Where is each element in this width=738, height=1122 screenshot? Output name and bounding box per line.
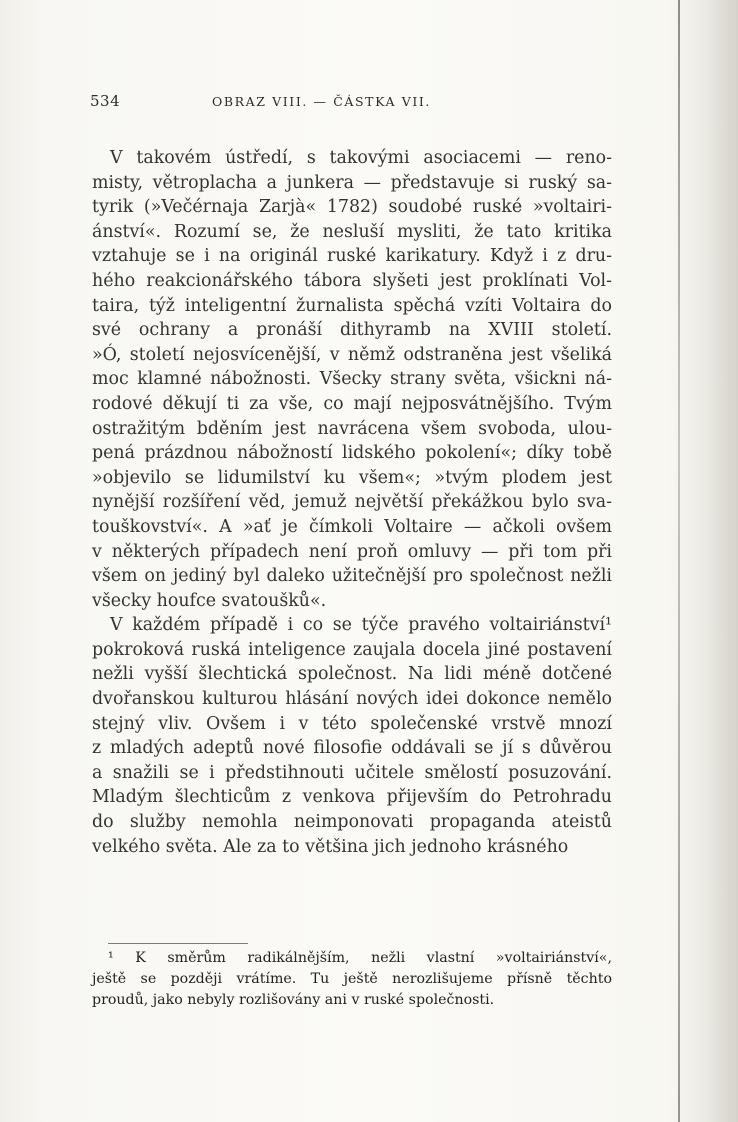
text-line: všem on jediný byl daleko užitečnější pro společnost nežli: [92, 566, 612, 587]
text-line: do služby nemohla neimponovati propaganda ateistů: [92, 812, 612, 833]
text-line: touškovství«. A »ať je čímkoli Voltaire — ačkoli ovšem: [92, 516, 612, 537]
footnote: [92, 948, 612, 1011]
text-line: pokroková ruská inteligence zaujala docela jiné postavení: [92, 639, 612, 660]
text-line: tyrik (»Večérnaja Zarjà« 1782) soudobé ruské »voltairi-: [92, 197, 612, 218]
page-number: 534: [90, 92, 121, 110]
text-line: ánství«. Rozumí se, že nesluší mysliti, že tato kritika: [92, 221, 612, 242]
text-line: Mladým šlechticům z venkova přijevším do Petrohradu: [92, 787, 612, 808]
text-line: hého reakcionářského tábora slyšeti jest proklínati Vol-: [92, 270, 612, 291]
text-line: všecky houfce svatoušků«.: [92, 590, 327, 611]
text-line: rodové děkují ti za vše, co mají nejposvátnějšího. Tvým: [92, 393, 612, 414]
text-line: z mladých adeptů nové filosofie oddávali se jí s důvěrou: [92, 738, 612, 759]
text-line: stejný vliv. Ovšem i v této společenské vrstvě mnozí: [92, 713, 612, 734]
running-head: OBRAZ VIII. — ČÁSTKA VII.: [212, 94, 431, 109]
text-line: dvořanskou kulturou hlásání nových idei dokonce nemělo: [92, 689, 612, 710]
text-line: »objevilo se lidumilství ku všem«; »tvým plodem jest: [92, 467, 612, 488]
footnote-line: proudů, jako nebyly rozlišovány ani v ruské společnosti.: [92, 992, 495, 1008]
text-line: ostražitým bděním jest navrácena všem svoboda, ulou-: [92, 418, 612, 439]
body-text: [92, 146, 612, 859]
text-line: v některých případech není proň omluvy — při tom při: [92, 541, 612, 562]
text-line: V každém případě i co se týče pravého voltairiánství¹: [110, 615, 612, 636]
footnote-line: ¹ K směrům radikálnějším, nežli vlastní »voltairiánství«,: [108, 950, 612, 966]
text-line: velkého světa. Ale za to většina jich jednoho krásného: [92, 836, 569, 857]
text-line: V takovém ústředí, s takovými asociacemi — reno-: [110, 148, 612, 168]
page-header: [90, 92, 610, 116]
text-line: nynější rozšíření věd, jemuž největší překážkou bylo sva-: [92, 492, 612, 513]
footnote-line: ještě se později vrátíme. Tu ještě nerozlišujeme přísně těchto: [92, 971, 612, 987]
footnote-rule: [108, 943, 248, 944]
text-line: misty, větroplacha a junkera — představuje si ruský sa-: [92, 172, 612, 193]
page-edge-line: [678, 0, 680, 1122]
text-line: »Ó, století nejosvícenější, v němž odstraněna jest všeliká: [92, 344, 612, 365]
text-line: taira, týž inteligentní žurnalista spěchá vzíti Voltaira do: [92, 295, 612, 316]
text-line: vztahuje se i na originál ruské karikatury. Když i z dru-: [92, 246, 612, 267]
text-line: nežli vyšší šlechtická společnost. Na lidi méně dotčené: [92, 664, 612, 685]
text-line: pená prázdnou nábožností lidského pokolení«; díky tobě: [92, 443, 612, 464]
text-line: a snažili se i předstihnouti učitele smělostí posuzování.: [92, 762, 612, 783]
text-line: své ochrany a pronáší dithyramb na XVIII století.: [92, 320, 612, 341]
text-line: moc klamné nábožnosti. Všecky strany světa, všickni ná-: [92, 369, 612, 390]
